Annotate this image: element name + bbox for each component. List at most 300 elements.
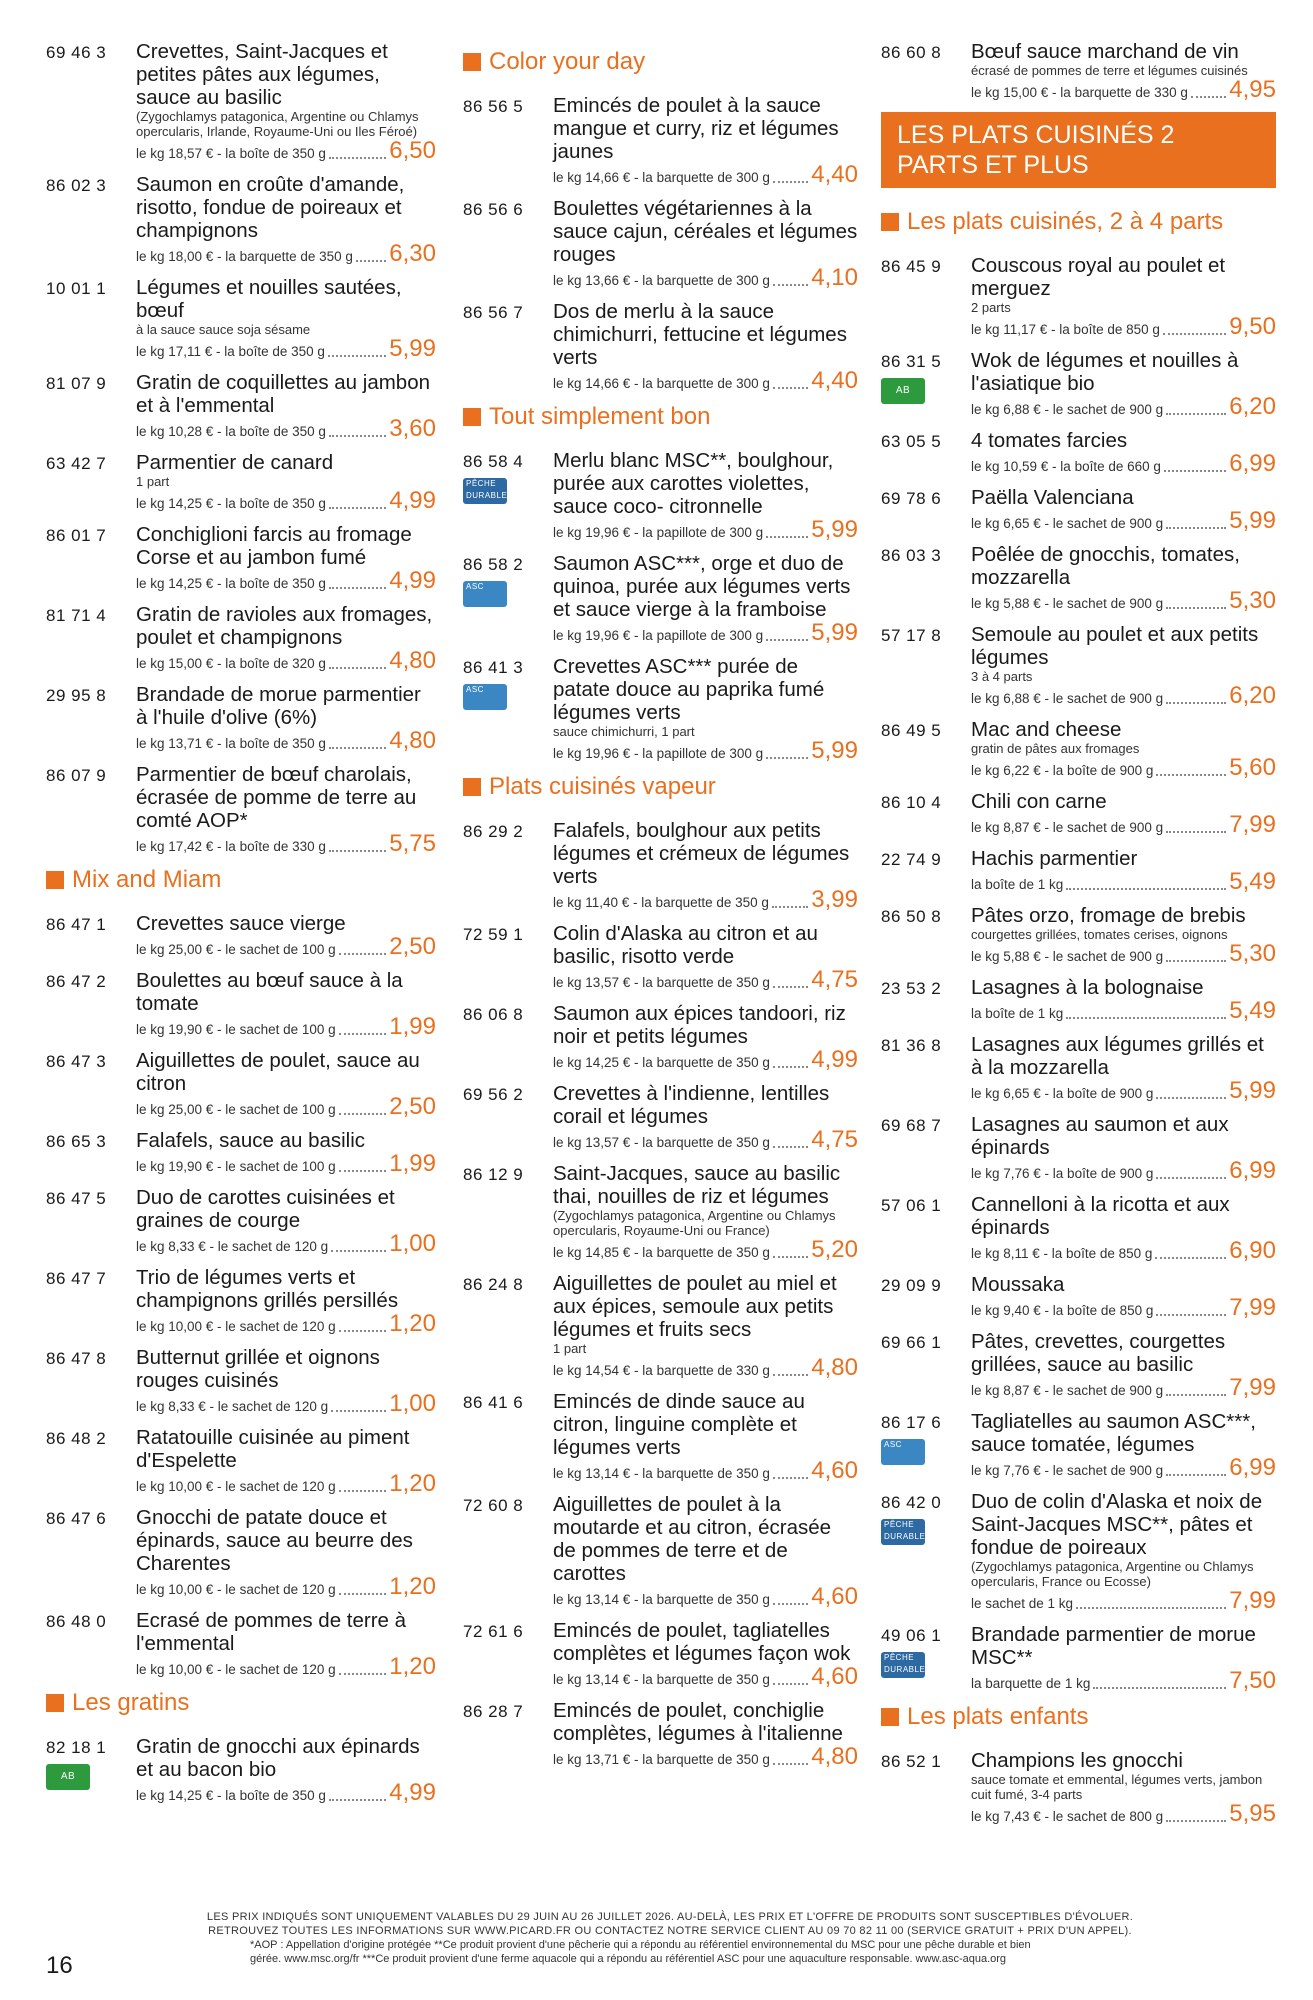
dot-leader bbox=[1166, 1474, 1226, 1476]
product-description: 1 part bbox=[136, 474, 170, 489]
product-ref bbox=[46, 1266, 136, 1336]
product-price: 1,20 bbox=[389, 1470, 436, 1497]
product-ref bbox=[881, 1749, 971, 1826]
unit-price: le kg 10,28 € - la boîte de 350 g bbox=[136, 424, 326, 439]
product-name: Mac and cheese bbox=[971, 718, 1122, 741]
product-name: Butternut grillée et oignons rouges cuisinés bbox=[136, 1346, 380, 1392]
product-details bbox=[971, 904, 1276, 966]
unit-price: le kg 8,87 € - le sachet de 900 g bbox=[971, 1383, 1164, 1398]
column-right bbox=[881, 40, 1276, 1836]
product-ref-code: 86 41 6 bbox=[463, 1393, 524, 1412]
product-ref-code: 86 47 1 bbox=[46, 915, 107, 934]
unit-price: le kg 5,88 € - le sachet de 900 g bbox=[971, 596, 1164, 611]
product-item bbox=[46, 1186, 436, 1256]
dot-leader bbox=[329, 667, 386, 669]
product-price: 5,99 bbox=[811, 737, 858, 764]
product-price: 5,95 bbox=[1229, 1800, 1276, 1827]
dot-leader bbox=[339, 1490, 387, 1492]
product-ref bbox=[881, 486, 971, 533]
product-ref-code: 86 47 6 bbox=[46, 1509, 107, 1528]
product-name: Parmentier de bœuf charolais, écrasée de pomme de terre au comté AOP* bbox=[136, 763, 417, 832]
product-ref-code: 86 56 6 bbox=[463, 200, 524, 219]
section-title: Plats cuisinés vapeur bbox=[489, 773, 716, 800]
product-name: Conchiglioni farcis au fromage Corse et au jambon fumé bbox=[136, 523, 412, 569]
unit-price: le kg 14,54 € - la barquette de 330 g bbox=[553, 1363, 770, 1378]
product-ref-code: 86 47 8 bbox=[46, 1349, 107, 1368]
product-ref-code: 57 06 1 bbox=[881, 1196, 942, 1215]
product-item bbox=[881, 1410, 1276, 1480]
footer-validity: LES PRIX INDIQUÉS SONT UNIQUEMENT VALABLES DU 29 JUIN AU 26 JUILLET 2026. AU-DELÀ, LES PRIX ET L'OFFRE DE PRODUITS SONT SUSCEPTIBLES D'ÉVOLUER. bbox=[206, 1911, 1134, 1923]
product-item bbox=[46, 969, 436, 1039]
product-price: 1,20 bbox=[389, 1573, 436, 1600]
product-item bbox=[881, 1623, 1276, 1693]
product-ref bbox=[463, 1162, 553, 1262]
product-price: 4,95 bbox=[1229, 76, 1276, 103]
msc-label-icon: PÊCHE DURABLE MSC bbox=[881, 1652, 925, 1678]
product-price: 5,99 bbox=[1229, 507, 1276, 534]
product-name: 4 tomates farcies bbox=[971, 429, 1128, 452]
product-ref-code: 81 07 9 bbox=[46, 374, 107, 393]
bio-label-icon: AB bbox=[881, 378, 925, 404]
product-item bbox=[463, 655, 858, 763]
dot-leader bbox=[773, 284, 808, 286]
product-price: 5,99 bbox=[811, 619, 858, 646]
dot-leader bbox=[1156, 1314, 1226, 1316]
product-details bbox=[136, 969, 436, 1039]
product-name: Duo de colin d'Alaska et noix de Saint-Jacques MSC**, pâtes et fondue de poireaux bbox=[971, 1490, 1263, 1559]
price-line bbox=[971, 942, 1276, 966]
product-ref bbox=[881, 790, 971, 837]
product-item bbox=[881, 1273, 1276, 1320]
product-price: 4,60 bbox=[811, 1663, 858, 1690]
product-name: Paëlla Valenciana bbox=[971, 486, 1134, 509]
product-ref-code: 86 24 8 bbox=[463, 1275, 524, 1294]
product-ref bbox=[881, 847, 971, 894]
unit-price: le kg 14,66 € - la barquette de 300 g bbox=[553, 170, 770, 185]
product-item bbox=[46, 1735, 436, 1805]
section-marker-icon bbox=[463, 408, 481, 426]
product-ref-code: 86 07 9 bbox=[46, 766, 107, 785]
product-details bbox=[136, 173, 436, 266]
unit-price: le kg 9,40 € - la boîte de 850 g bbox=[971, 1303, 1154, 1318]
product-description: (Zygochlamys patagonica, Argentine ou Chlamys opercularis, Irlande, Royaume-Uni ou Iles Féroé) bbox=[136, 109, 419, 139]
unit-price: le kg 6,88 € - le sachet de 900 g bbox=[971, 691, 1164, 706]
section-marker-icon bbox=[881, 1708, 899, 1726]
product-details bbox=[553, 1493, 858, 1609]
product-ref-code: 86 47 2 bbox=[46, 972, 107, 991]
product-item bbox=[46, 40, 436, 163]
product-details bbox=[971, 1490, 1276, 1613]
product-details bbox=[136, 1735, 436, 1805]
product-ref bbox=[46, 1049, 136, 1119]
product-price: 6,30 bbox=[389, 240, 436, 267]
product-price: 6,90 bbox=[1229, 1237, 1276, 1264]
product-details bbox=[553, 1272, 858, 1380]
dot-leader bbox=[773, 181, 808, 183]
unit-price: le kg 10,00 € - le sachet de 120 g bbox=[136, 1479, 336, 1494]
unit-price: le kg 13,14 € - la barquette de 350 g bbox=[553, 1466, 770, 1481]
product-ref bbox=[46, 1346, 136, 1416]
product-details bbox=[971, 1193, 1276, 1263]
product-price: 4,80 bbox=[389, 647, 436, 674]
product-ref-code: 86 52 1 bbox=[881, 1752, 942, 1771]
section-title: Les plats cuisinés, 2 à 4 parts bbox=[907, 208, 1224, 235]
product-description: (Zygochlamys patagonica, Argentine ou Chlamys opercularis, France ou Ecosse) bbox=[971, 1559, 1254, 1589]
product-details bbox=[553, 922, 858, 992]
unit-price: la boîte de 1 kg bbox=[971, 1006, 1064, 1021]
product-name: Lasagnes aux légumes grillés et à la mozzarella bbox=[971, 1033, 1264, 1079]
product-details bbox=[553, 819, 858, 912]
dot-leader bbox=[1166, 413, 1226, 415]
footer-contact: RETROUVEZ TOUTES LES INFORMATIONS SUR WWW.PICARD.FR OU CONTACTEZ NOTRE SERVICE CLIENT AU 09 70 82 11 00 (SERVICE GRATUIT + PRIX D'UN APPEL). bbox=[208, 1925, 1132, 1937]
product-name: Gratin de ravioles aux fromages, poulet et champignons bbox=[136, 603, 433, 649]
dot-leader bbox=[1164, 470, 1226, 472]
price-line bbox=[971, 1239, 1276, 1263]
msc-label-icon: PÊCHE DURABLE MSC bbox=[463, 478, 507, 504]
price-line bbox=[553, 369, 858, 393]
unit-price: le sachet de 1 kg bbox=[971, 1596, 1074, 1611]
product-name: Boulettes au bœuf sauce à la tomate bbox=[136, 969, 403, 1015]
product-ref-code: 82 18 1 bbox=[46, 1738, 107, 1757]
product-ref-code: 86 48 2 bbox=[46, 1429, 107, 1448]
product-item bbox=[881, 349, 1276, 419]
product-ref-code: 86 17 6 bbox=[881, 1413, 942, 1432]
product-item bbox=[463, 1699, 858, 1769]
product-name: Brandade de morue parmentier à l'huile d'olive (6%) bbox=[136, 683, 421, 729]
product-item bbox=[46, 523, 436, 593]
product-name: Colin d'Alaska au citron et au basilic, risotto verde bbox=[553, 922, 818, 968]
product-details bbox=[553, 552, 858, 645]
unit-price: le kg 25,00 € - le sachet de 100 g bbox=[136, 942, 336, 957]
section-marker-icon bbox=[881, 213, 899, 231]
product-details bbox=[136, 1049, 436, 1119]
product-ref-code: 86 28 7 bbox=[463, 1702, 524, 1721]
product-details bbox=[971, 847, 1276, 894]
unit-price: le kg 8,11 € - la boîte de 850 g bbox=[971, 1246, 1153, 1261]
product-details bbox=[553, 1699, 858, 1769]
dot-leader bbox=[1066, 1017, 1226, 1019]
unit-price: le kg 18,00 € - la barquette de 350 g bbox=[136, 249, 353, 264]
price-line bbox=[136, 1095, 436, 1119]
dot-leader bbox=[1076, 1607, 1226, 1609]
unit-price: le kg 17,11 € - la boîte de 350 g bbox=[136, 344, 325, 359]
product-name: Gnocchi de patate douce et épinards, sauce au beurre des Charentes bbox=[136, 1506, 413, 1575]
dot-leader bbox=[1166, 702, 1226, 704]
product-ref-code: 81 36 8 bbox=[881, 1036, 942, 1055]
section-title: Tout simplement bon bbox=[489, 403, 711, 430]
product-name: Emincés de poulet à la sauce mangue et curry, riz et légumes jaunes bbox=[553, 94, 839, 163]
product-price: 4,99 bbox=[389, 567, 436, 594]
price-line bbox=[136, 242, 436, 266]
unit-price: le kg 14,25 € - la boîte de 350 g bbox=[136, 576, 326, 591]
product-price: 6,99 bbox=[1229, 450, 1276, 477]
product-description: 1 part bbox=[553, 1341, 587, 1356]
product-ref-code: 86 65 3 bbox=[46, 1132, 107, 1151]
product-details bbox=[971, 1623, 1276, 1693]
section-marker-icon bbox=[463, 778, 481, 796]
dot-leader bbox=[766, 757, 808, 759]
product-item bbox=[463, 197, 858, 290]
unit-price: le kg 8,33 € - le sachet de 120 g bbox=[136, 1239, 329, 1254]
product-name: Emincés de dinde sauce au citron, linguine complète et légumes verts bbox=[553, 1390, 805, 1459]
product-name: Ratatouille cuisinée au piment d'Espelette bbox=[136, 1426, 410, 1472]
dot-leader bbox=[773, 1146, 808, 1148]
unit-price: le kg 7,43 € - le sachet de 800 g bbox=[971, 1809, 1164, 1824]
price-line bbox=[971, 870, 1276, 894]
product-item bbox=[46, 763, 436, 856]
product-ref-code: 86 29 2 bbox=[463, 822, 524, 841]
product-ref-code: 86 41 3 bbox=[463, 658, 524, 677]
unit-price: le kg 19,96 € - la papillote de 300 g bbox=[553, 746, 764, 761]
price-line bbox=[553, 888, 858, 912]
product-ref bbox=[881, 623, 971, 708]
product-price: 1,99 bbox=[389, 1150, 436, 1177]
price-line bbox=[971, 509, 1276, 533]
dot-leader bbox=[1166, 607, 1226, 609]
product-price: 6,50 bbox=[389, 137, 436, 164]
product-details bbox=[553, 1162, 858, 1262]
product-name: Bœuf sauce marchand de vin bbox=[971, 40, 1239, 63]
product-name: Dos de merlu à la sauce chimichurri, fettucine et légumes verts bbox=[553, 300, 847, 369]
product-ref bbox=[46, 1426, 136, 1496]
product-name: Aiguillettes de poulet au miel et aux épices, semoule aux petits légumes et fruits secs bbox=[553, 1272, 837, 1341]
product-description: 2 parts bbox=[971, 300, 1011, 315]
product-price: 1,00 bbox=[389, 1390, 436, 1417]
product-details bbox=[971, 790, 1276, 837]
product-details bbox=[553, 197, 858, 290]
product-details bbox=[971, 1113, 1276, 1183]
product-details bbox=[971, 1273, 1276, 1320]
unit-price: le kg 10,00 € - le sachet de 120 g bbox=[136, 1319, 336, 1334]
product-details bbox=[553, 1082, 858, 1152]
product-ref-code: 69 78 6 bbox=[881, 489, 942, 508]
product-name: Saumon en croûte d'amande, risotto, fondue de poireaux et champignons bbox=[136, 173, 405, 242]
dot-leader bbox=[331, 1250, 386, 1252]
unit-price: le kg 17,42 € - la boîte de 330 g bbox=[136, 839, 326, 854]
product-item bbox=[463, 1272, 858, 1380]
page-number: 16 bbox=[46, 1952, 73, 1979]
product-description: sauce tomate et emmental, légumes verts, jambon cuit fumé, 3-4 parts bbox=[971, 1772, 1263, 1802]
section-title: Les plats enfants bbox=[907, 1703, 1089, 1730]
unit-price: le kg 7,76 € - la boîte de 900 g bbox=[971, 1166, 1154, 1181]
price-line bbox=[553, 1665, 858, 1689]
unit-price: le kg 8,87 € - le sachet de 900 g bbox=[971, 820, 1164, 835]
product-name: Hachis parmentier bbox=[971, 847, 1138, 870]
unit-price: le kg 19,96 € - la papillote de 300 g bbox=[553, 525, 764, 540]
price-line bbox=[136, 1575, 436, 1599]
product-ref-code: 72 60 8 bbox=[463, 1496, 524, 1515]
product-details bbox=[136, 1266, 436, 1336]
product-price: 4,40 bbox=[811, 161, 858, 188]
dot-leader bbox=[1163, 333, 1226, 335]
price-line bbox=[136, 1472, 436, 1496]
unit-price: la boîte de 1 kg bbox=[971, 877, 1064, 892]
dot-leader bbox=[339, 953, 387, 955]
product-name: Lasagnes au saumon et aux épinards bbox=[971, 1113, 1229, 1159]
unit-price: le kg 5,88 € - le sachet de 900 g bbox=[971, 949, 1164, 964]
product-name: Légumes et nouilles sautées, bœuf bbox=[136, 276, 402, 322]
asc-label-icon: ASC bbox=[463, 684, 507, 710]
product-ref-code: 86 01 7 bbox=[46, 526, 107, 545]
dot-leader bbox=[329, 435, 386, 437]
product-price: 9,50 bbox=[1229, 313, 1276, 340]
price-line bbox=[553, 1356, 858, 1380]
dot-leader bbox=[331, 1410, 386, 1412]
price-line bbox=[136, 569, 436, 593]
product-ref-code: 29 09 9 bbox=[881, 1276, 942, 1295]
product-ref bbox=[881, 40, 971, 102]
product-ref-code: 57 17 8 bbox=[881, 626, 942, 645]
product-item bbox=[46, 1266, 436, 1336]
product-description: à la sauce sauce soja sésame bbox=[136, 322, 311, 337]
product-details bbox=[136, 683, 436, 753]
price-line bbox=[553, 1745, 858, 1769]
unit-price: le kg 13,57 € - la barquette de 350 g bbox=[553, 1135, 770, 1150]
product-price: 4,99 bbox=[389, 1779, 436, 1806]
product-ref-code: 23 53 2 bbox=[881, 979, 942, 998]
product-name: Saumon ASC***, orge et duo de quinoa, purée aux légumes verts et sauce vierge à la framboise bbox=[553, 552, 851, 621]
unit-price: le kg 13,66 € - la barquette de 300 g bbox=[553, 273, 770, 288]
product-item bbox=[881, 1193, 1276, 1263]
product-ref-code: 69 68 7 bbox=[881, 1116, 942, 1135]
dot-leader bbox=[328, 355, 386, 357]
product-item bbox=[463, 1493, 858, 1609]
product-name: Moussaka bbox=[971, 1273, 1065, 1296]
unit-price: le kg 19,96 € - la papillote de 300 g bbox=[553, 628, 764, 643]
product-price: 3,60 bbox=[389, 415, 436, 442]
product-ref-code: 69 46 3 bbox=[46, 43, 107, 62]
product-details bbox=[553, 1390, 858, 1483]
product-ref bbox=[463, 94, 553, 187]
product-price: 6,99 bbox=[1229, 1454, 1276, 1481]
dot-leader bbox=[773, 1603, 808, 1605]
unit-price: le kg 6,65 € - le sachet de 900 g bbox=[971, 516, 1164, 531]
price-line bbox=[136, 832, 436, 856]
product-ref-code: 86 03 3 bbox=[881, 546, 942, 565]
price-line bbox=[136, 489, 436, 513]
product-details bbox=[971, 40, 1276, 102]
product-name: Champions les gnocchi bbox=[971, 1749, 1183, 1772]
unit-price: le kg 14,25 € - la barquette de 350 g bbox=[553, 1055, 770, 1070]
price-line bbox=[553, 1459, 858, 1483]
product-item bbox=[881, 1749, 1276, 1826]
product-ref-code: 86 48 0 bbox=[46, 1612, 107, 1631]
column-middle bbox=[463, 40, 858, 1779]
product-item bbox=[881, 429, 1276, 476]
product-description: sauce chimichurri, 1 part bbox=[553, 724, 695, 739]
dot-leader bbox=[329, 507, 386, 509]
unit-price: le kg 13,14 € - la barquette de 350 g bbox=[553, 1592, 770, 1607]
product-price: 5,99 bbox=[1229, 1077, 1276, 1104]
product-details bbox=[553, 94, 858, 187]
dot-leader bbox=[773, 1683, 808, 1685]
product-ref bbox=[881, 254, 971, 339]
price-line bbox=[971, 1669, 1276, 1693]
product-name: Ecrasé de pommes de terre à l'emmental bbox=[136, 1609, 407, 1655]
product-description: courgettes grillées, tomates cerises, oignons bbox=[971, 927, 1228, 942]
section-heading bbox=[46, 866, 436, 894]
product-ref bbox=[881, 1273, 971, 1320]
product-name: Pâtes orzo, fromage de brebis bbox=[971, 904, 1246, 927]
product-details bbox=[553, 1619, 858, 1689]
product-price: 5,30 bbox=[1229, 587, 1276, 614]
dot-leader bbox=[773, 1374, 808, 1376]
product-ref bbox=[881, 1490, 971, 1613]
dot-leader bbox=[1166, 1394, 1226, 1396]
product-ref-code: 86 49 5 bbox=[881, 721, 942, 740]
unit-price: le kg 13,71 € - la boîte de 350 g bbox=[136, 736, 326, 751]
price-line bbox=[136, 417, 436, 441]
product-details bbox=[136, 1346, 436, 1416]
product-ref bbox=[463, 197, 553, 290]
product-price: 4,60 bbox=[811, 1457, 858, 1484]
product-item bbox=[881, 1330, 1276, 1400]
product-description: écrasé de pommes de terre et légumes cuisinés bbox=[971, 63, 1248, 78]
product-item bbox=[881, 40, 1276, 102]
section-marker-icon bbox=[46, 871, 64, 889]
price-line bbox=[553, 1048, 858, 1072]
price-line bbox=[553, 1585, 858, 1609]
product-details bbox=[553, 1002, 858, 1072]
product-price: 4,80 bbox=[389, 727, 436, 754]
product-name: Gratin de coquillettes au jambon et à l'emmental bbox=[136, 371, 431, 417]
price-line bbox=[136, 935, 436, 959]
price-line bbox=[971, 999, 1276, 1023]
product-details bbox=[553, 300, 858, 393]
price-line bbox=[136, 1781, 436, 1805]
section-marker-icon bbox=[463, 53, 481, 71]
product-item bbox=[881, 543, 1276, 613]
product-ref bbox=[463, 1082, 553, 1152]
product-ref bbox=[46, 1186, 136, 1256]
product-ref-code: 86 47 5 bbox=[46, 1189, 107, 1208]
product-ref bbox=[881, 904, 971, 966]
price-line bbox=[136, 139, 436, 163]
unit-price: le kg 15,00 € - la barquette de 330 g bbox=[971, 85, 1188, 100]
product-item bbox=[46, 371, 436, 441]
product-ref-code: 86 58 2 bbox=[463, 555, 524, 574]
dot-leader bbox=[766, 639, 808, 641]
product-ref bbox=[46, 523, 136, 593]
product-ref bbox=[463, 1272, 553, 1380]
product-price: 7,99 bbox=[1229, 1294, 1276, 1321]
product-name: Duo de carottes cuisinées et graines de courge bbox=[136, 1186, 395, 1232]
product-ref-code: 86 12 9 bbox=[463, 1165, 524, 1184]
price-line bbox=[971, 395, 1276, 419]
product-price: 2,50 bbox=[389, 933, 436, 960]
product-ref-code: 86 45 9 bbox=[881, 257, 942, 276]
msc-label-icon: PÊCHE DURABLE MSC bbox=[881, 1519, 925, 1545]
dot-leader bbox=[329, 157, 386, 159]
product-name: Aiguillettes de poulet à la moutarde et au citron, écrasée de pommes de terre et de carottes bbox=[553, 1493, 832, 1585]
bio-label-icon: AB bbox=[46, 1764, 90, 1790]
unit-price: le kg 10,00 € - le sachet de 120 g bbox=[136, 1582, 336, 1597]
product-item bbox=[881, 904, 1276, 966]
product-price: 5,49 bbox=[1229, 997, 1276, 1024]
unit-price: le kg 6,88 € - le sachet de 900 g bbox=[971, 402, 1164, 417]
product-item bbox=[881, 1113, 1276, 1183]
unit-price: le kg 15,00 € - la boîte de 320 g bbox=[136, 656, 326, 671]
product-item bbox=[881, 718, 1276, 780]
product-price: 5,20 bbox=[811, 1236, 858, 1263]
unit-price: le kg 8,33 € - le sachet de 120 g bbox=[136, 1399, 329, 1414]
product-ref bbox=[881, 1410, 971, 1480]
product-ref bbox=[463, 300, 553, 393]
product-ref-code: 72 59 1 bbox=[463, 925, 524, 944]
dot-leader bbox=[1066, 888, 1226, 890]
product-details bbox=[971, 1033, 1276, 1103]
price-line bbox=[136, 1312, 436, 1336]
